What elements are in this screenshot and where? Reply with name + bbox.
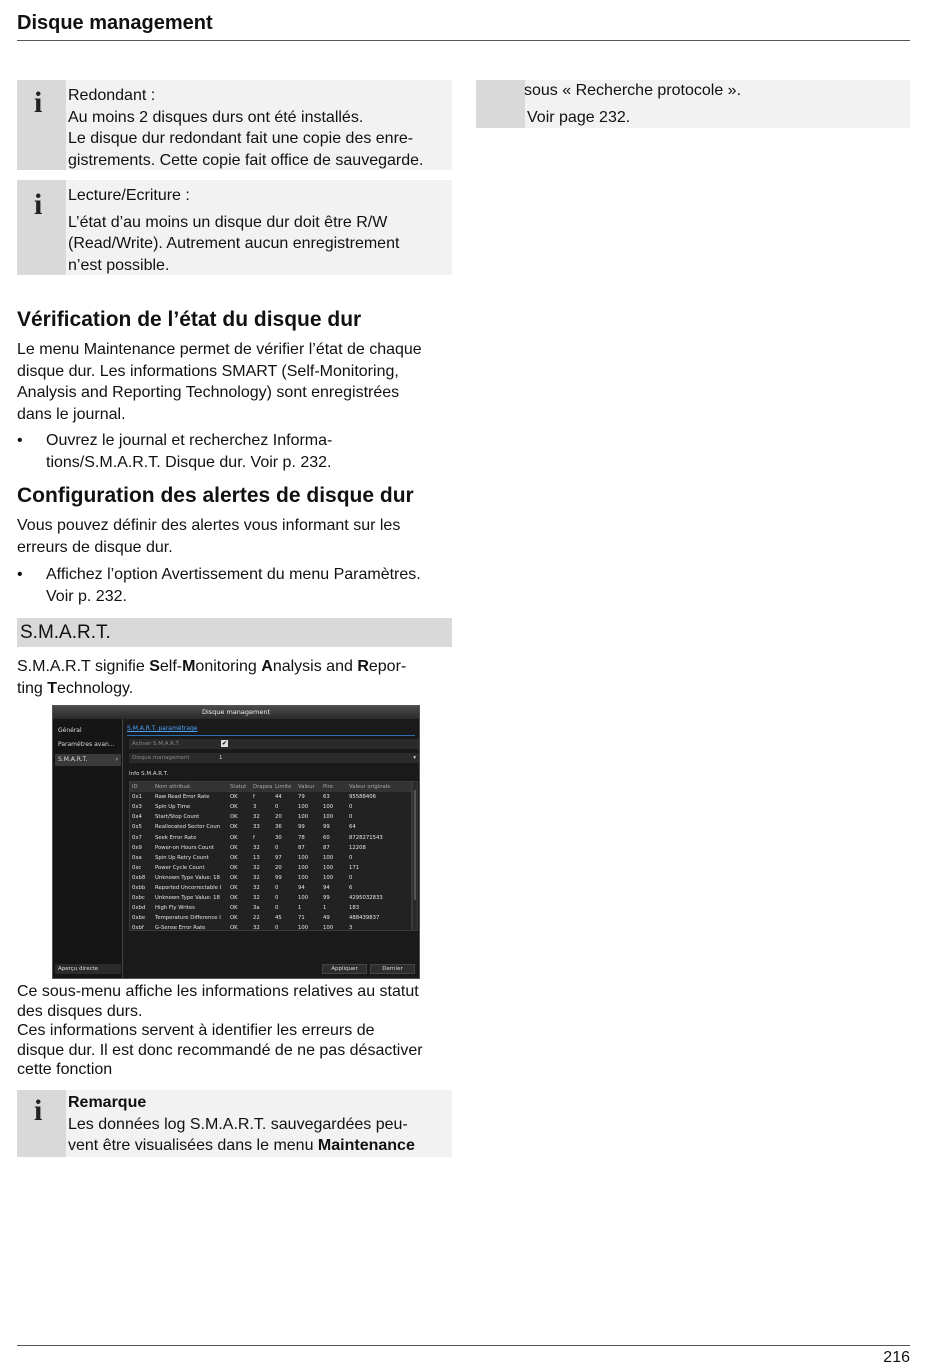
table-cell: Reallocated Sector Coun [155, 824, 221, 831]
smart-table [129, 781, 412, 931]
table-cell: 100 [323, 804, 334, 811]
table-cell: 100 [323, 854, 334, 861]
table-cell: 0xbe [132, 915, 146, 922]
table-cell: 0 [275, 925, 279, 931]
table-scrollbar[interactable] [412, 781, 418, 931]
table-row[interactable] [130, 833, 411, 843]
table-cell: OK [230, 874, 238, 881]
table-cell: 0 [349, 804, 353, 811]
table-cell: 99 [323, 895, 330, 902]
smart-heading-bar [17, 618, 452, 647]
table-cell: 44 [275, 794, 282, 801]
table-cell: Start/Stop Count [155, 814, 200, 821]
table-cell: 32 [253, 864, 260, 871]
table-cell: 63 [323, 794, 330, 801]
table-cell: 0 [275, 895, 279, 902]
table-cell: 100 [298, 814, 309, 821]
table-cell: 95588406 [349, 794, 376, 801]
table-cell: 78 [298, 834, 305, 841]
table-cell: Power Cycle Count [155, 864, 205, 871]
table-cell: 100 [323, 864, 334, 871]
table-cell: 0x5 [132, 824, 142, 831]
page-title: Disque management [17, 12, 213, 34]
table-row[interactable] [130, 893, 411, 903]
footer-divider [17, 1345, 910, 1346]
table-row[interactable] [130, 913, 411, 923]
bullet-icon: • [17, 432, 23, 449]
screenshot-titlebar: Disque management [53, 706, 419, 719]
disk-select-value[interactable]: 1 [219, 755, 223, 761]
table-row[interactable] [130, 853, 411, 863]
chevron-right-icon: › [115, 756, 118, 763]
table-cell: Reported Uncorrectable I [155, 885, 222, 891]
table-cell: 0 [349, 814, 353, 821]
screenshot-main [125, 719, 419, 978]
table-cell: 0 [349, 874, 353, 881]
table-cell: 20 [275, 864, 282, 871]
table-cell: 0 [275, 804, 279, 811]
sidebar-item-smart[interactable]: S.M.A.R.T. › [55, 754, 121, 766]
table-cell: Seek Error Rate [155, 834, 197, 841]
smart-settings-tab[interactable]: S.M.A.R.T. paramétrage [127, 725, 198, 732]
table-cell: Unknown Type Value: 18 [155, 874, 220, 881]
table-cell: 32 [253, 844, 260, 851]
table-cell: 100 [323, 814, 334, 821]
table-cell: OK [230, 854, 238, 861]
table-cell: 100 [323, 874, 334, 881]
heading-verification: Vérification de l’état du disque dur [17, 308, 362, 331]
table-cell: 488439837 [349, 915, 380, 922]
table-cell: 12208 [349, 844, 366, 851]
table-cell: 171 [349, 864, 360, 871]
live-view-button[interactable]: Aperçu directe [55, 964, 121, 974]
table-cell: 32 [253, 814, 260, 821]
chevron-down-icon[interactable]: ▾ [413, 755, 416, 761]
table-cell: 32 [253, 895, 260, 902]
table-cell: 32 [253, 885, 260, 891]
table-cell: G-Sense Error Rate [155, 925, 206, 931]
table-cell: 94 [323, 885, 330, 891]
table-cell: High Fly Writes [155, 905, 195, 912]
sidebar-item-general[interactable]: Général [58, 727, 82, 734]
table-cell: 3a [253, 905, 260, 912]
table-cell: OK [230, 905, 238, 912]
table-cell: Unknown Type Value: 18 [155, 895, 220, 902]
table-cell: 94 [298, 885, 305, 891]
table-cell: 36 [275, 824, 282, 831]
table-cell: OK [230, 804, 238, 811]
table-cell: Power-on Hours Count [155, 844, 214, 851]
table-cell: 1 [298, 905, 302, 912]
table-cell: 0xb8 [132, 874, 146, 881]
table-cell: 99 [323, 824, 330, 831]
info-icon: i [34, 188, 43, 221]
note-remarque: i Remarque Les données log S.M.A.R.T. sauvegardées peu- vent être visualisées dans le menu Maintenance [17, 1090, 452, 1157]
bullet-icon: • [17, 566, 23, 583]
table-cell: 100 [323, 925, 334, 931]
table-row[interactable] [130, 792, 411, 802]
note-redondant: i Redondant : Au moins 2 disques durs ont été installés. Le disque dur redondant fait une copie des enre- gistrements. Cette copie fait office de sauvegarde. [17, 80, 452, 170]
table-cell: 100 [298, 864, 309, 871]
activate-smart-checkbox[interactable]: ✔ [221, 740, 228, 747]
table-cell: 64 [349, 824, 356, 831]
table-cell: f [253, 834, 255, 841]
table-header: ID Nom attribué Statut Drapea Limite Valeur Pire Valeur originale [130, 782, 411, 792]
table-cell: 87 [298, 844, 305, 851]
back-button[interactable]: Dernier [370, 964, 415, 974]
table-cell: OK [230, 915, 238, 922]
table-cell: 99 [298, 824, 305, 831]
table-cell: 99 [275, 874, 282, 881]
table-cell: 4295032833 [349, 895, 383, 902]
table-row[interactable] [130, 903, 411, 913]
table-cell: 0xc [132, 864, 142, 871]
table-cell: 71 [298, 915, 305, 922]
table-row[interactable] [130, 873, 411, 883]
table-cell: 100 [298, 874, 309, 881]
disk-select-row: Disque management 1 ▾ [129, 753, 419, 763]
table-cell: 30 [275, 834, 282, 841]
table-cell: 183 [349, 905, 360, 912]
table-cell: 97 [275, 854, 282, 861]
table-cell: 20 [275, 814, 282, 821]
table-cell: 32 [253, 874, 260, 881]
table-cell: 45 [275, 915, 282, 922]
note-continuation: sous « Recherche protocole ». Voir page 232. [476, 80, 910, 128]
alertes-bullet: • Affichez l’option Avertissement du menu Paramètres. Voir p. 232. [17, 566, 421, 605]
table-row[interactable] [130, 863, 411, 873]
table-cell: Raw Read Error Rate [155, 794, 210, 801]
table-cell: 3 [253, 804, 257, 811]
table-cell: OK [230, 885, 238, 891]
table-cell: 0xbb [132, 885, 146, 891]
page-number: 216 [883, 1349, 910, 1366]
table-cell: 0x4 [132, 814, 142, 821]
table-cell: Spin Up Time [155, 804, 191, 811]
smart-description: Ce sous-menu affiche les informations relatives au statut des disques durs. Ces informations servent à identifier les erreurs de disque dur. Il est donc recommandé de ne pas désactiver cette fonction [17, 983, 423, 1078]
table-cell: 87 [323, 844, 330, 851]
activate-smart-row: Activer S.M.A.R.T. ✔ [129, 739, 419, 749]
info-icon: i [34, 86, 43, 119]
screenshot-sidebar [53, 719, 123, 978]
smart-screenshot [52, 705, 420, 979]
table-cell: 6 [349, 885, 353, 891]
table-cell: OK [230, 844, 238, 851]
table-cell: 0 [275, 905, 279, 912]
table-cell: OK [230, 864, 238, 871]
info-icon: i [34, 1094, 43, 1127]
alertes-paragraph: Vous pouvez définir des alertes vous informant sur les erreurs de disque dur. [17, 517, 401, 556]
table-cell: 3 [349, 925, 353, 931]
table-cell: 0x7 [132, 834, 142, 841]
table-cell: OK [230, 824, 238, 831]
table-cell: 0 [275, 885, 279, 891]
tab-underline [127, 735, 415, 736]
table-row[interactable] [130, 883, 411, 893]
table-cell: 0xa [132, 854, 142, 861]
apply-button[interactable]: Appliquer [322, 964, 367, 974]
table-cell: 0xbf [132, 925, 144, 931]
table-cell: 79 [298, 794, 305, 801]
smart-info-label: Info S.M.A.R.T. [129, 771, 169, 777]
verification-bullet: • Ouvrez le journal et recherchez Informa- tions/S.M.A.R.T. Disque dur. Voir p. 232. [17, 432, 333, 471]
table-cell: 32 [253, 925, 260, 931]
table-cell: 0x1 [132, 794, 142, 801]
table-cell: 100 [298, 895, 309, 902]
table-cell: 33 [253, 824, 260, 831]
page-header [17, 10, 910, 41]
table-row[interactable] [130, 923, 411, 931]
table-cell: f [253, 794, 255, 801]
smart-definition: S.M.A.R.T signifie Self-Monitoring Analysis and Repor- ting Technology. [17, 658, 407, 697]
table-cell: 0xbc [132, 895, 145, 902]
table-cell: Temperature Difference I [155, 915, 221, 922]
table-row[interactable] [130, 812, 411, 822]
table-cell: OK [230, 834, 238, 841]
table-cell: OK [230, 925, 238, 931]
table-cell: 60 [323, 834, 330, 841]
table-row[interactable] [130, 843, 411, 853]
table-cell: 8728271543 [349, 834, 383, 841]
heading-alertes: Configuration des alertes de disque dur [17, 484, 414, 507]
table-cell: 1 [323, 905, 327, 912]
scrollbar-thumb[interactable] [414, 790, 416, 900]
sidebar-item-advanced[interactable]: Paramètres avan... [58, 741, 115, 748]
table-cell: 0xbd [132, 905, 146, 912]
table-cell: Spin Up Retry Count [155, 854, 209, 861]
smart-heading: S.M.A.R.T. [20, 622, 111, 643]
table-cell: OK [230, 895, 238, 902]
table-cell: 0x3 [132, 804, 142, 811]
table-cell: OK [230, 814, 238, 821]
table-cell: 0 [275, 844, 279, 851]
note-lecture-ecriture: i Lecture/Ecriture : L’état d’au moins un disque dur doit être R/W (Read/Write). Autrement aucun enregistrement n’est possible. [17, 180, 452, 275]
table-cell: OK [230, 794, 238, 801]
table-row[interactable] [130, 822, 411, 832]
table-row[interactable] [130, 802, 411, 812]
table-cell: 100 [298, 925, 309, 931]
table-cell: 49 [323, 915, 330, 922]
table-cell: 22 [253, 915, 260, 922]
table-cell: 0x9 [132, 844, 142, 851]
table-cell: 100 [298, 804, 309, 811]
verification-paragraph: Le menu Maintenance permet de vérifier l’état de chaque disque dur. Les informations SMART (Self-Monitoring, Analysis and Reporting Technology) sont enregistrées dans le journal. [17, 341, 422, 423]
table-cell: 0 [349, 854, 353, 861]
table-cell: 13 [253, 854, 260, 861]
table-cell: 100 [298, 854, 309, 861]
